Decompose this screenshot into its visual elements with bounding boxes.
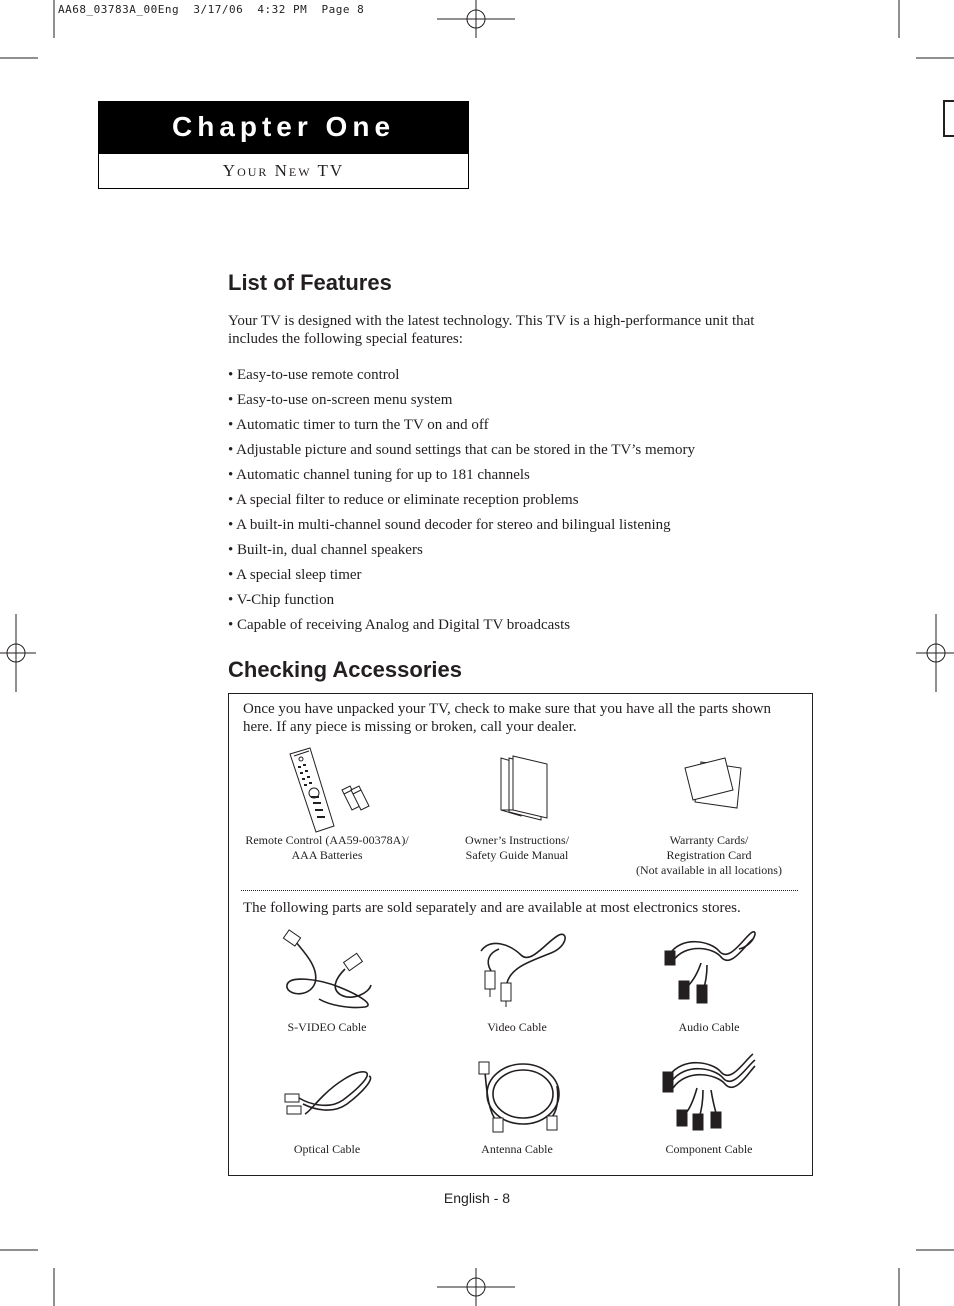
feature-item: • Adjustable picture and sound settings that can be stored in the TV’s memory — [228, 442, 695, 458]
feature-item: • Easy-to-use on-screen menu system — [228, 392, 453, 408]
feature-item: • A built-in multi-channel sound decoder for stereo and bilingual listening — [228, 517, 671, 533]
manual-label-line1: Owner’s Instructions/ — [464, 833, 570, 847]
video-cable-label: Video Cable — [487, 1020, 547, 1034]
remote-label-line1: Remote Control (AA59-00378A)/ — [245, 833, 409, 847]
manual-label — [427, 833, 607, 863]
sold-separately-note: The following parts are sold separately and are available at most electronics stores. — [243, 900, 741, 916]
optical-cable-label: Optical Cable — [293, 1142, 361, 1156]
features-list — [228, 365, 695, 640]
features-heading: List of Features — [228, 270, 392, 295]
feature-item: • Easy-to-use remote control — [228, 367, 400, 383]
accessories-box — [228, 693, 813, 1176]
s-video-cable-label: S-VIDEO Cable — [287, 1020, 367, 1034]
remote-control-image — [284, 746, 374, 834]
warranty-card-image — [679, 754, 749, 812]
dotted-separator — [241, 890, 798, 891]
video-cable-image — [471, 927, 571, 1009]
chapter-subtitle: Your New TV — [222, 161, 345, 180]
remote-label-line2: AAA Batteries — [291, 848, 363, 862]
feature-item: • Automatic channel tuning for up to 181 channels — [228, 467, 530, 483]
accessories-heading: Checking Accessories — [228, 657, 462, 682]
page-number: English - 8 — [443, 1190, 511, 1206]
antenna-cable-label: Antenna Cable — [481, 1142, 553, 1156]
warranty-label-line3: (Not available in all locations) — [636, 863, 782, 877]
chapter-title: Chapter One — [171, 111, 396, 142]
component-cable-label: Component Cable — [665, 1142, 753, 1156]
feature-item: • V-Chip function — [228, 592, 335, 608]
feature-item: • Built-in, dual channel speakers — [228, 542, 423, 558]
feature-item: • A special sleep timer — [228, 567, 362, 583]
remote-control-label — [237, 833, 417, 863]
manual-image — [491, 754, 553, 822]
feature-item: • Capable of receiving Analog and Digital TV broadcasts — [228, 617, 571, 633]
warranty-label — [614, 833, 804, 878]
warranty-label-line1: Warranty Cards/ — [669, 833, 749, 847]
chapter-header — [98, 101, 469, 189]
antenna-cable-image — [471, 1056, 571, 1142]
feature-item: • A special filter to reduce or eliminate reception problems — [228, 492, 579, 508]
print-header: AA68_03783A_00Eng 3/17/06 4:32 PM Page 8 — [58, 3, 365, 16]
optical-cable-image — [279, 1064, 379, 1124]
feature-item: • Automatic timer to turn the TV on and off — [228, 417, 489, 433]
component-cable-image — [661, 1050, 761, 1134]
warranty-label-line2: Registration Card — [666, 848, 752, 862]
audio-cable-image — [661, 927, 761, 1009]
accessories-intro: Once you have unpacked your TV, check to make sure that you have all the parts shown here. If any piece is missing or broken, call your dealer. — [243, 701, 772, 735]
s-video-cable-image — [279, 929, 379, 1011]
manual-label-line2: Safety Guide Manual — [465, 848, 569, 862]
audio-cable-label: Audio Cable — [678, 1020, 740, 1034]
features-intro: Your TV is designed with the latest technology. This TV is a high-performance unit that includes the following special features: — [228, 313, 755, 347]
